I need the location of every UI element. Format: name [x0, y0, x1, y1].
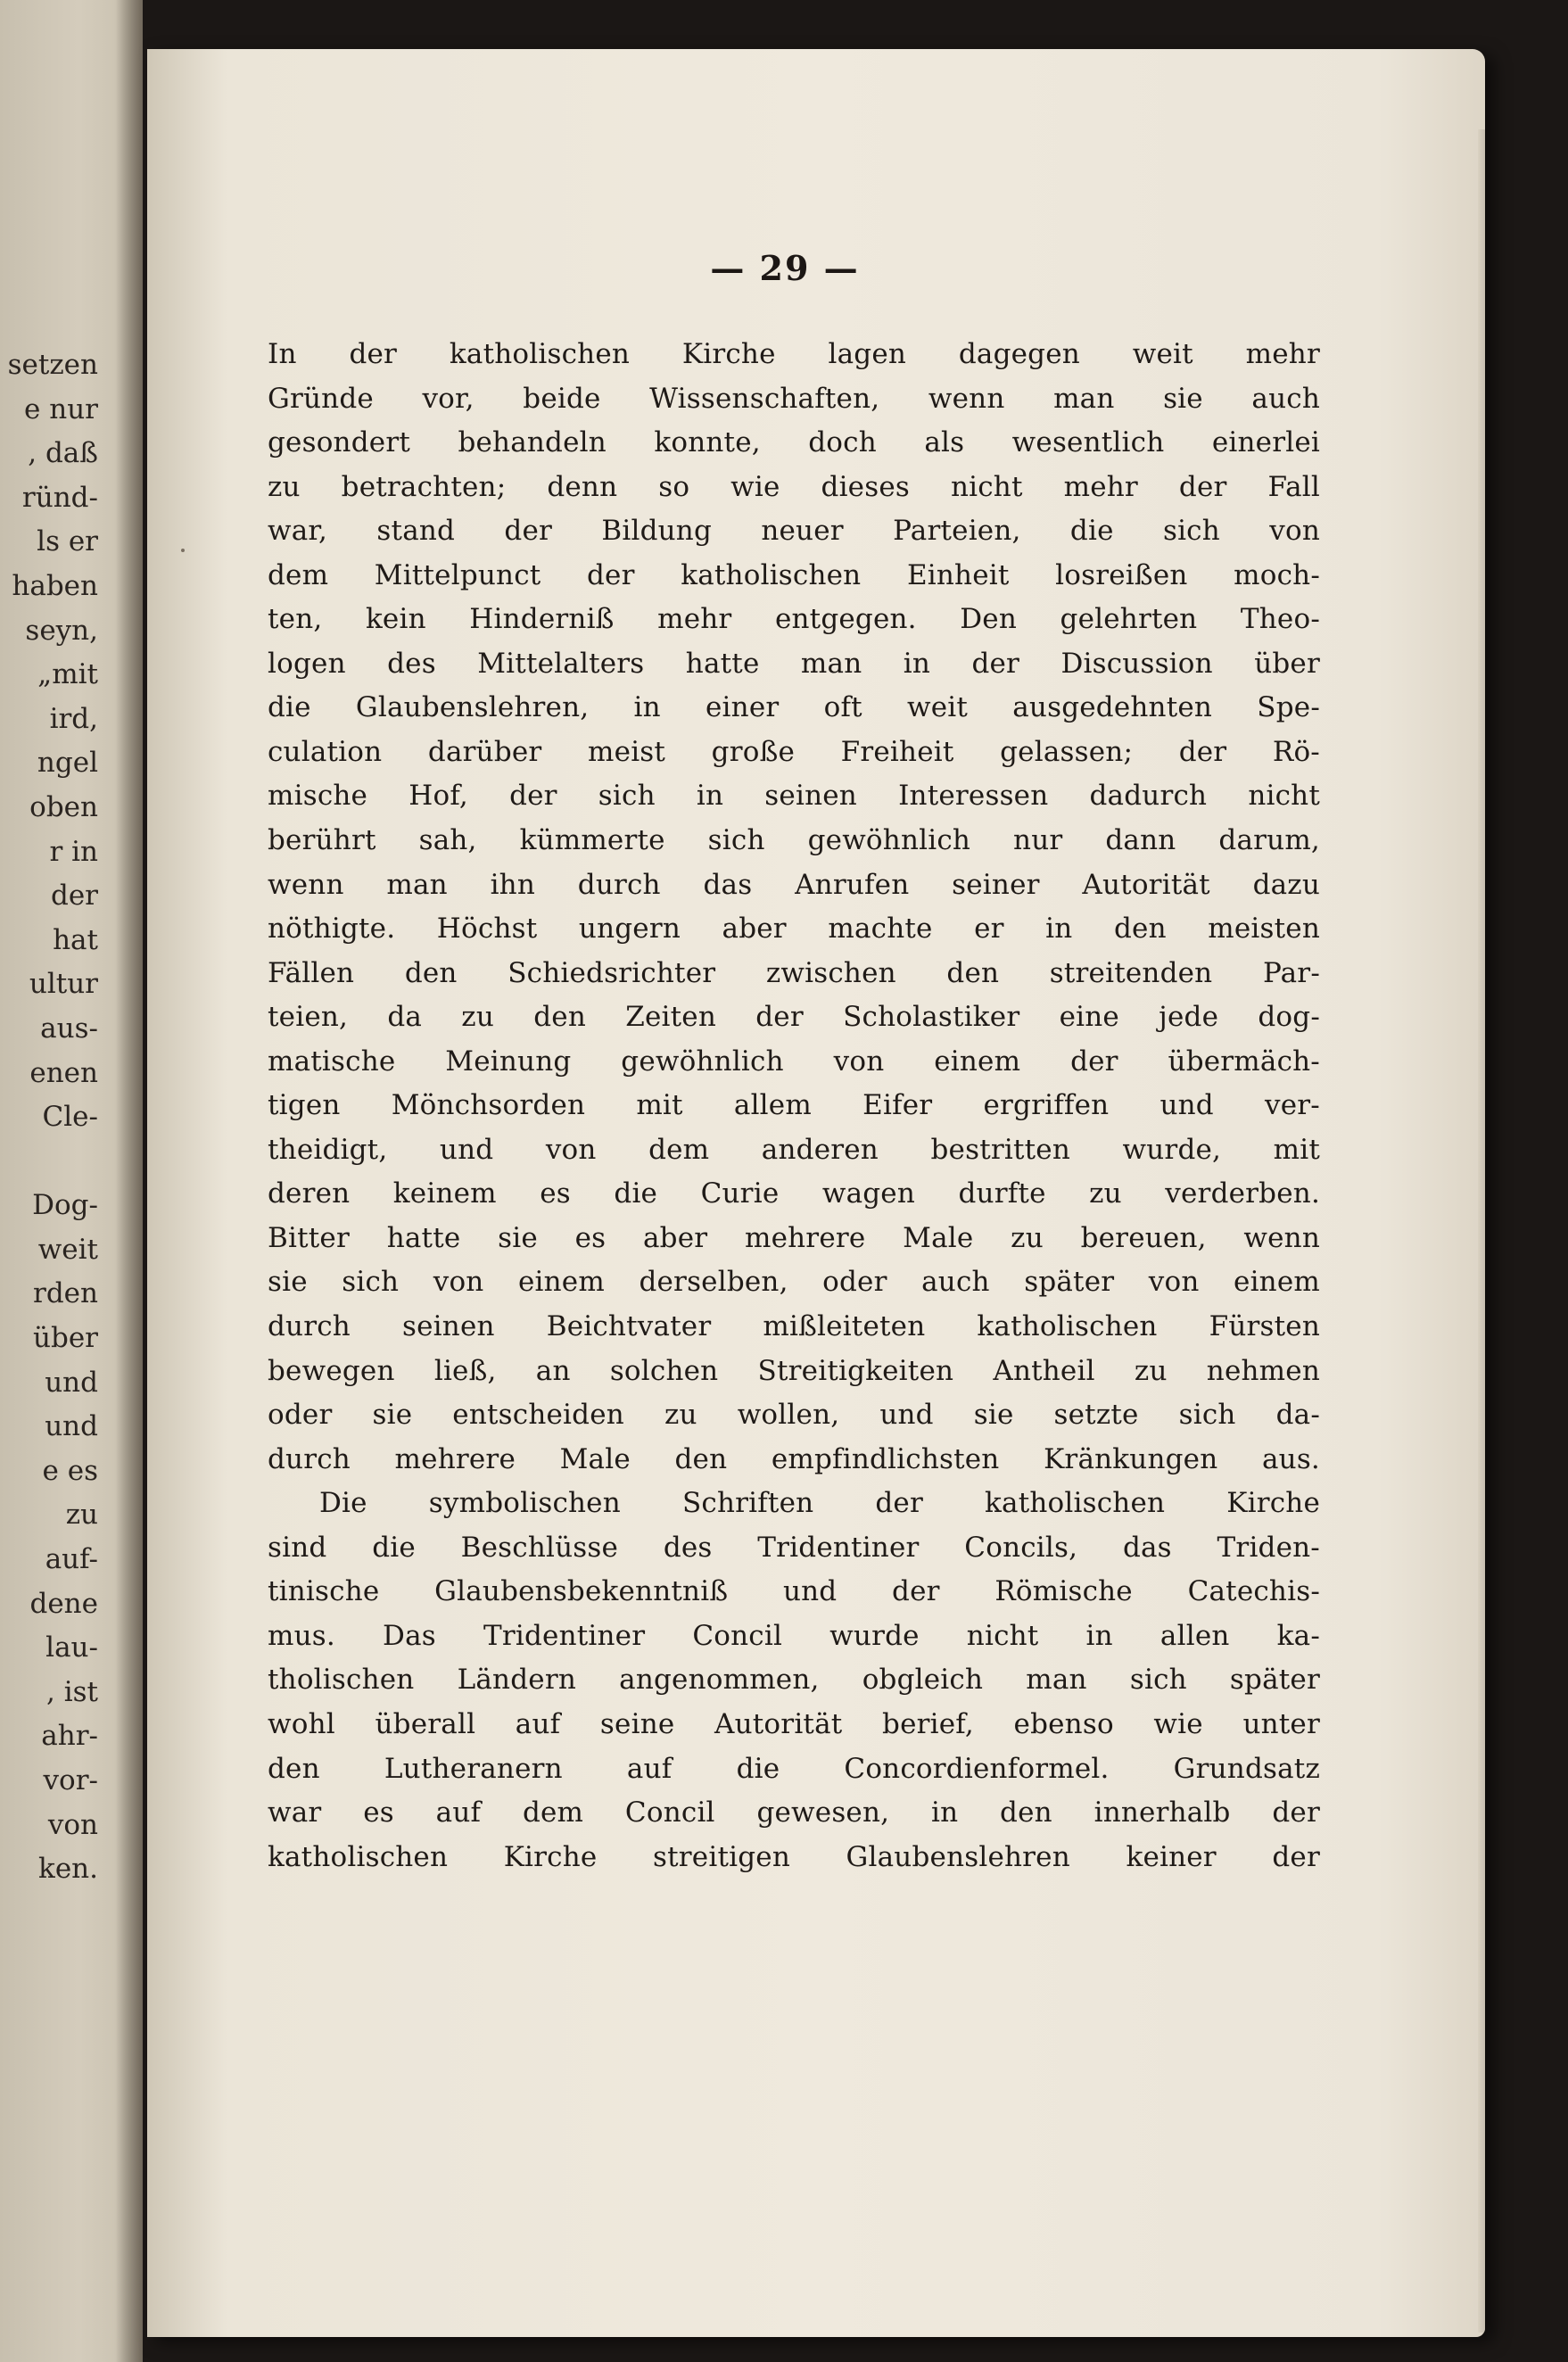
left-fragment: ird,: [49, 702, 98, 735]
text-line: bewegen ließ, an solchen Streitigkeiten Antheil zu nehmen: [268, 1354, 1320, 1387]
text-line: dem Mittelpunct der katholischen Einheit losreißen moch-: [268, 558, 1320, 591]
text-line: deren keinem es die Curie wagen durfte zu verderben.: [268, 1177, 1320, 1210]
text-line: theidigt, und von dem anderen bestritten wurde, mit: [268, 1133, 1320, 1166]
left-fragment: von: [47, 1808, 98, 1841]
left-fragment: auf-: [45, 1543, 98, 1576]
text-line: durch mehrere Male den empfindlichsten Kränkungen aus.: [268, 1442, 1320, 1475]
left-fragment: aus-: [40, 1012, 98, 1045]
right-page: [147, 49, 1485, 2337]
text-line: gesondert behandeln konnte, doch als wesentlich einerlei: [268, 426, 1320, 459]
text-line: sie sich von einem derselben, oder auch später von einem: [268, 1266, 1320, 1299]
left-fragment: , daß: [28, 437, 98, 470]
text-line: Gründe vor, beide Wissenschaften, wenn man sie auch: [268, 382, 1320, 415]
page-edge: [1478, 129, 1485, 2333]
text-line: logen des Mittelalters hatte man in der Discussion über: [268, 647, 1320, 680]
left-fragment: ründ-: [21, 481, 98, 514]
gutter-shadow: [116, 0, 143, 2362]
left-fragment: ken.: [38, 1853, 98, 1886]
left-fragment: ls er: [37, 525, 98, 558]
text-line: war es auf dem Concil gewesen, in den innerhalb der: [268, 1796, 1320, 1829]
text-line: Bitter hatte sie es aber mehrere Male zu bereuen, wenn: [268, 1221, 1320, 1254]
text-line: culation darüber meist große Freiheit gelassen; der Rö-: [268, 735, 1320, 768]
text-line: durch seinen Beichtvater mißleiteten katholischen Fürsten: [268, 1310, 1320, 1343]
left-fragment: e es: [42, 1454, 98, 1487]
left-fragment: haben: [12, 569, 98, 602]
paper-speck: [181, 549, 185, 552]
left-fragment: e nur: [24, 392, 98, 425]
left-fragment: hat: [53, 923, 98, 956]
left-fragment: , ist: [46, 1675, 98, 1708]
left-fragment: ngel: [37, 747, 98, 780]
text-line: sind die Beschlüsse des Tridentiner Concils, das Triden-: [268, 1531, 1320, 1564]
left-fragment: rden: [33, 1277, 98, 1310]
left-fragment: oben: [29, 790, 98, 823]
left-fragment: r in: [49, 835, 98, 868]
left-fragment: „mit: [37, 658, 98, 691]
text-line: berührt sah, kümmerte sich gewöhnlich nur dann darum,: [268, 824, 1320, 857]
left-fragment: dene: [29, 1587, 98, 1620]
left-fragment: weit: [37, 1233, 98, 1266]
left-fragment: und: [45, 1410, 98, 1443]
text-line: die Glaubenslehren, in einer oft weit ausgedehnten Spe-: [268, 691, 1320, 724]
text-line: In der katholischen Kirche lagen dagegen weit mehr: [268, 338, 1320, 370]
text-line: tinische Glaubensbekenntniß und der Römische Catechis-: [268, 1575, 1320, 1608]
text-line: tholischen Ländern angenommen, obgleich man sich später: [268, 1664, 1320, 1697]
left-fragment: Dog-: [32, 1189, 98, 1222]
left-fragment: lau-: [45, 1631, 98, 1664]
text-line: war, stand der Bildung neuer Parteien, die sich von: [268, 515, 1320, 548]
left-fragment: enen: [29, 1056, 98, 1089]
text-line: den Lutheranern auf die Concordienformel. Grundsatz: [268, 1752, 1320, 1785]
paragraph-start-line: Die symbolischen Schriften der katholischen Kirche: [319, 1487, 1320, 1520]
text-line: zu betrachten; denn so wie dieses nicht mehr der Fall: [268, 470, 1320, 503]
left-fragment: zu: [65, 1499, 98, 1532]
left-fragment: seyn,: [25, 614, 98, 647]
left-fragment: Cle-: [42, 1101, 98, 1134]
text-line: matische Meinung gewöhnlich von einem der übermäch-: [268, 1045, 1320, 1078]
left-facing-page: [0, 0, 143, 2362]
text-line: oder sie entscheiden zu wollen, und sie setzte sich da-: [268, 1399, 1320, 1432]
text-line: wenn man ihn durch das Anrufen seiner Autorität dazu: [268, 868, 1320, 901]
text-line: ten, kein Hinderniß mehr entgegen. Den gelehrten Theo-: [268, 603, 1320, 636]
left-page-text-fragments: [0, 343, 98, 1892]
text-line: wohl überall auf seine Autorität berief, ebenso wie unter: [268, 1707, 1320, 1740]
text-line: Fällen den Schiedsrichter zwischen den streitenden Par-: [268, 956, 1320, 989]
text-line: nöthigte. Höchst ungern aber machte er in den meisten: [268, 913, 1320, 946]
left-fragment: vor-: [43, 1764, 98, 1796]
left-fragment: und: [45, 1366, 98, 1399]
left-fragment: setzen: [7, 349, 98, 381]
left-fragment: über: [33, 1322, 98, 1355]
text-line: tigen Mönchsorden mit allem Eifer ergriffen und ver-: [268, 1089, 1320, 1122]
text-line: mische Hof, der sich in seinen Interessen dadurch nicht: [268, 780, 1320, 813]
text-line: katholischen Kirche streitigen Glaubenslehren keiner der: [268, 1840, 1320, 1873]
left-fragment: ahr-: [41, 1720, 98, 1753]
left-fragment: [0, 1140, 98, 1185]
body-text: [268, 333, 1320, 1879]
left-fragment: ultur: [29, 968, 98, 1001]
text-line: teien, da zu den Zeiten der Scholastiker eine jede dog-: [268, 1001, 1320, 1034]
left-fragment: der: [50, 880, 98, 913]
page-number: — 29 —: [710, 248, 860, 288]
text-line: mus. Das Tridentiner Concil wurde nicht in allen ka-: [268, 1619, 1320, 1652]
